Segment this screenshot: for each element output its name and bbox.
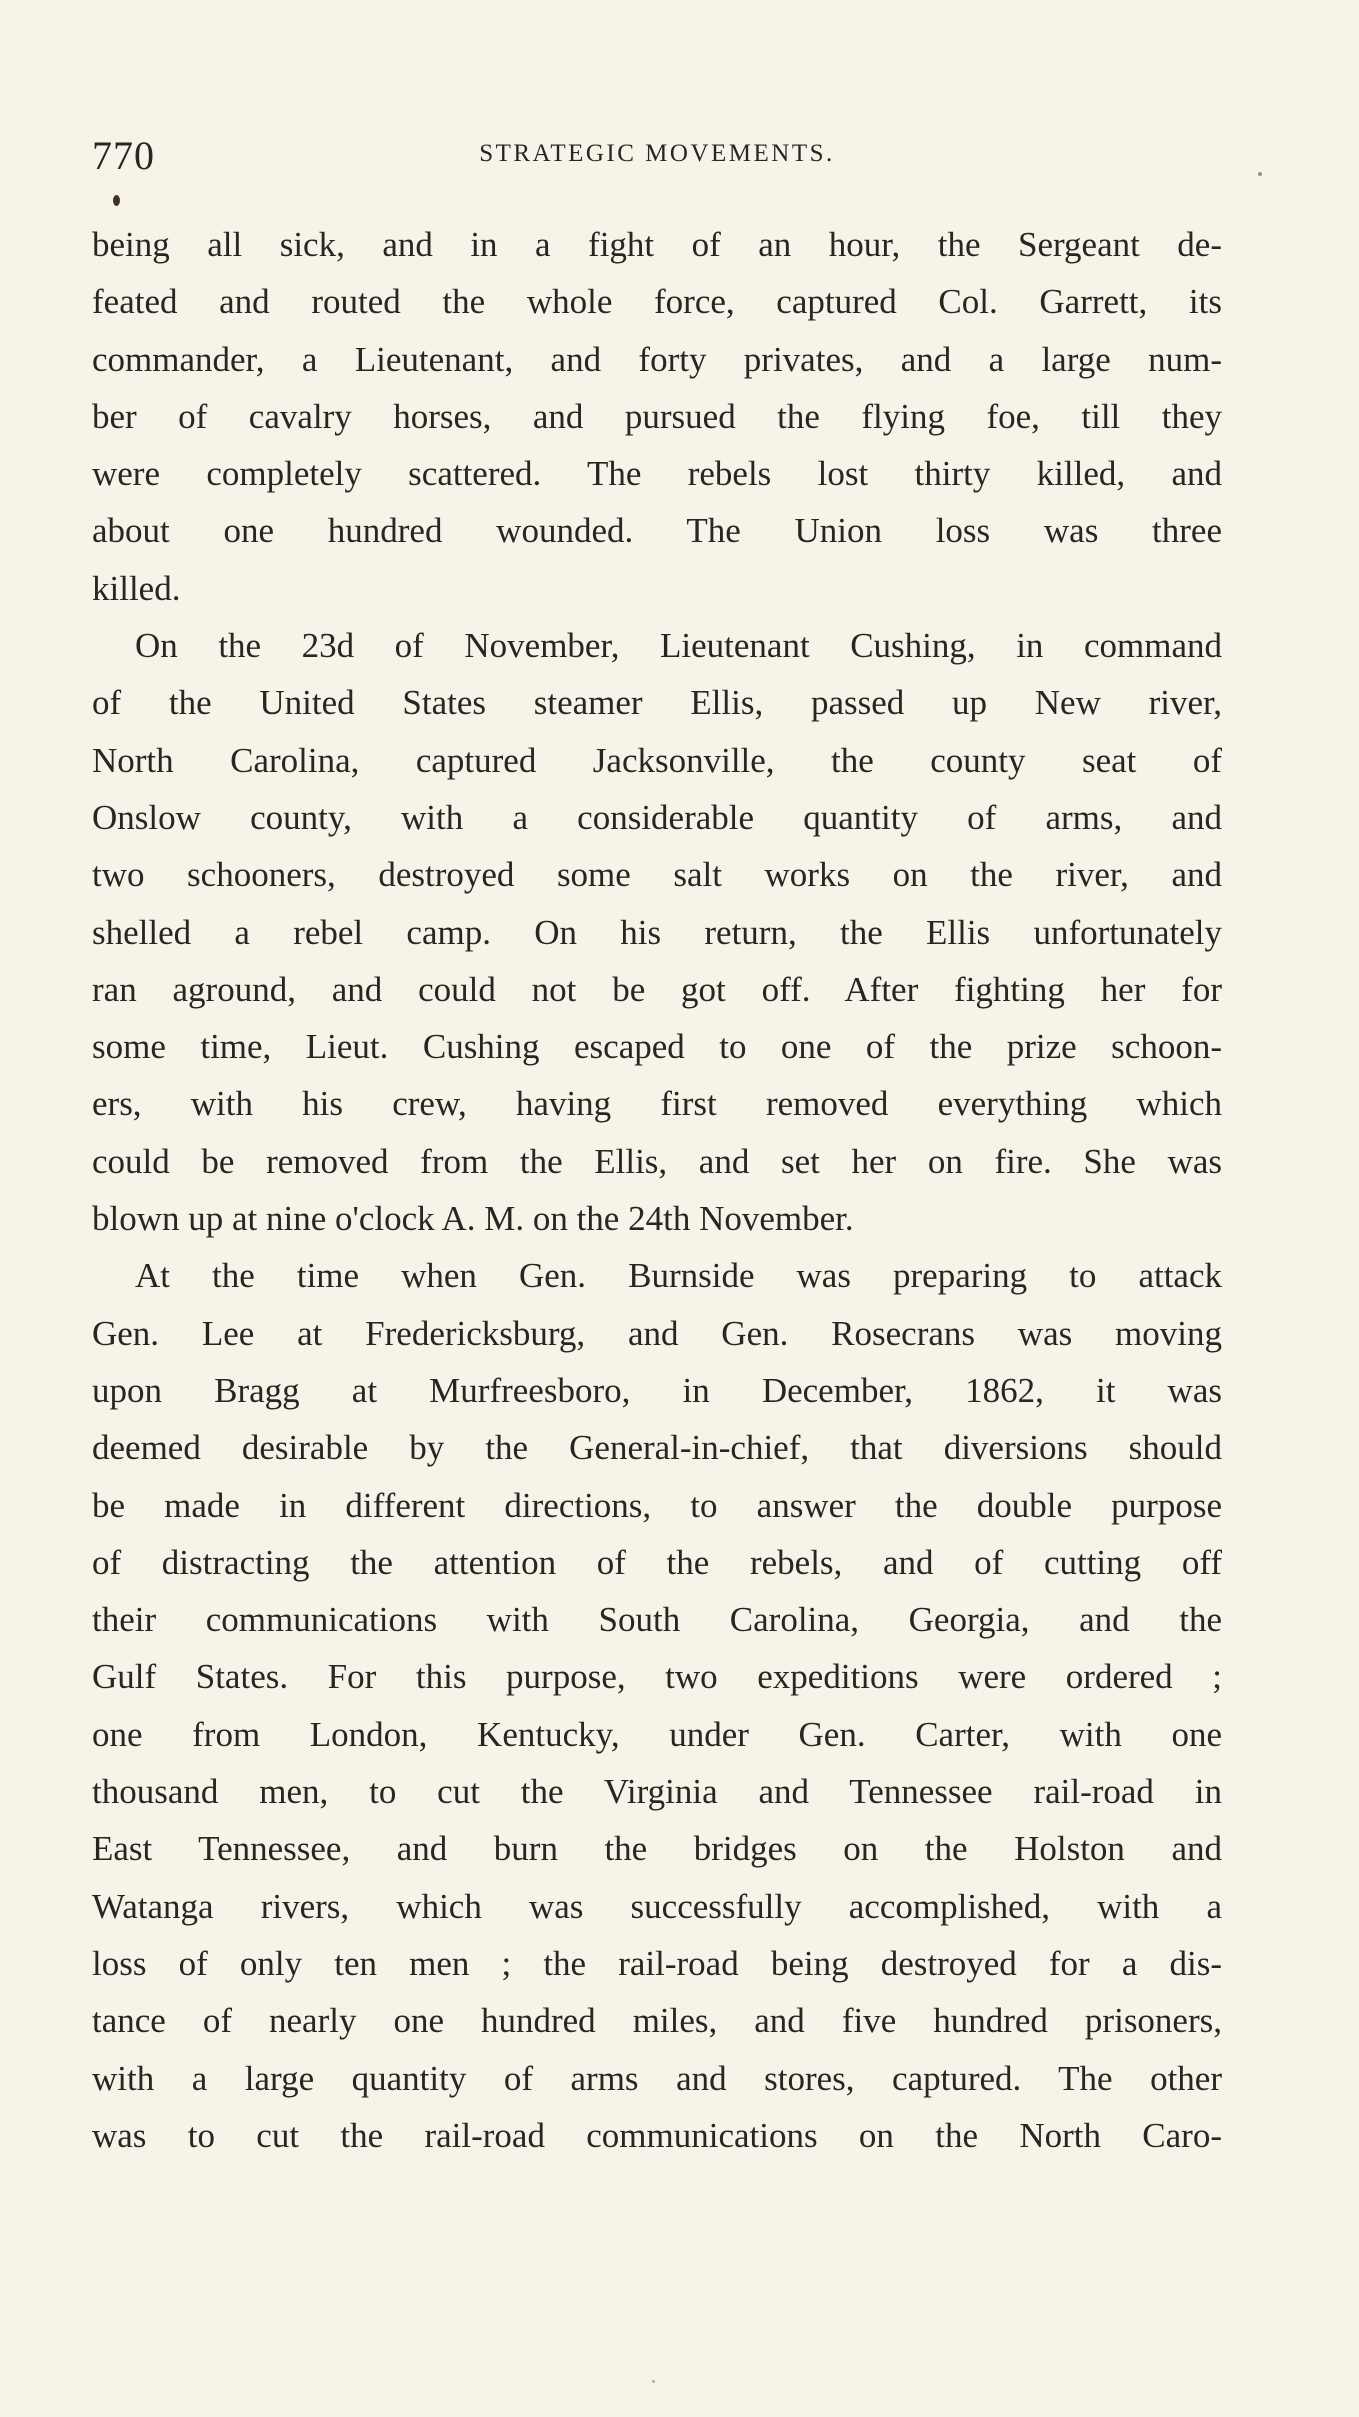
text-line: blown up at nine o'clock A. M. on the 24th November. [92,1199,854,1239]
running-head: STRATEGIC MOVEMENTS. [479,140,835,167]
text-line: ber of cavalry horses, and pursued the flying foe, till they [92,396,1222,436]
page-header [92,132,1222,188]
ink-speck [1258,172,1262,176]
text-line: of distracting the attention of the rebels, and of cutting off [92,1542,1222,1582]
text-line: shelled a rebel camp. On his return, the Ellis unfortunately [92,912,1222,952]
text-line: being all sick, and in a fight of an hour, the Sergeant de- [92,225,1222,264]
body-text [92,216,1222,2164]
text-line: their communications with South Carolina, Georgia, and the [92,1600,1222,1640]
text-line: North Carolina, captured Jacksonville, the county seat of [92,740,1222,780]
text-line: be made in different directions, to answer the double purpose [92,1485,1222,1525]
ink-speck [652,2380,655,2383]
text-line: tance of nearly one hundred miles, and five hundred prisoners, [92,2001,1222,2041]
ink-speck [113,195,120,206]
text-line: two schooners, destroyed some salt works on the river, and [92,855,1222,895]
text-line: Onslow county, with a considerable quantity of arms, and [92,797,1222,837]
text-line: thousand men, to cut the Virginia and Tennessee rail-road in [92,1772,1222,1812]
text-line: was to cut the rail-road communications on the North Caro- [92,2115,1222,2155]
text-line: about one hundred wounded. The Union loss was three [92,511,1222,551]
text-line: killed. [92,568,181,608]
text-line: loss of only ten men ; the rail-road being destroyed for a dis- [92,1943,1222,1983]
text-line: Gulf States. For this purpose, two expeditions were ordered ; [92,1657,1222,1697]
page-number: 770 [92,133,155,178]
text-line: some time, Lieut. Cushing escaped to one of the prize schoon- [92,1027,1222,1067]
text-line: Gen. Lee at Fredericksburg, and Gen. Rosecrans was moving [92,1313,1222,1353]
text-line: commander, a Lieutenant, and forty privates, and a large num- [92,339,1222,379]
text-line: On the 23d of November, Lieutenant Cushing, in command [135,626,1222,666]
text-line: ers, with his crew, having first removed everything which [92,1084,1222,1124]
text-line: At the time when Gen. Burnside was preparing to attack [135,1256,1222,1296]
text-line: of the United States steamer Ellis, passed up New river, [92,683,1222,723]
text-line: East Tennessee, and burn the bridges on the Holston and [92,1829,1222,1869]
text-line: ran aground, and could not be got off. After fighting her for [92,969,1222,1009]
text-line: Watanga rivers, which was successfully accomplished, with a [92,1886,1222,1926]
text-line: could be removed from the Ellis, and set her on fire. She was [92,1141,1222,1181]
text-line: with a large quantity of arms and stores, captured. The other [92,2058,1222,2098]
text-line: deemed desirable by the General-in-chief, that diversions should [92,1428,1222,1468]
text-line: were completely scattered. The rebels lost thirty killed, and [92,454,1222,494]
text-line: feated and routed the whole force, captured Col. Garrett, its [92,282,1222,322]
text-line: one from London, Kentucky, under Gen. Carter, with one [92,1714,1222,1754]
text-line: upon Bragg at Murfreesboro, in December, 1862, it was [92,1370,1222,1410]
